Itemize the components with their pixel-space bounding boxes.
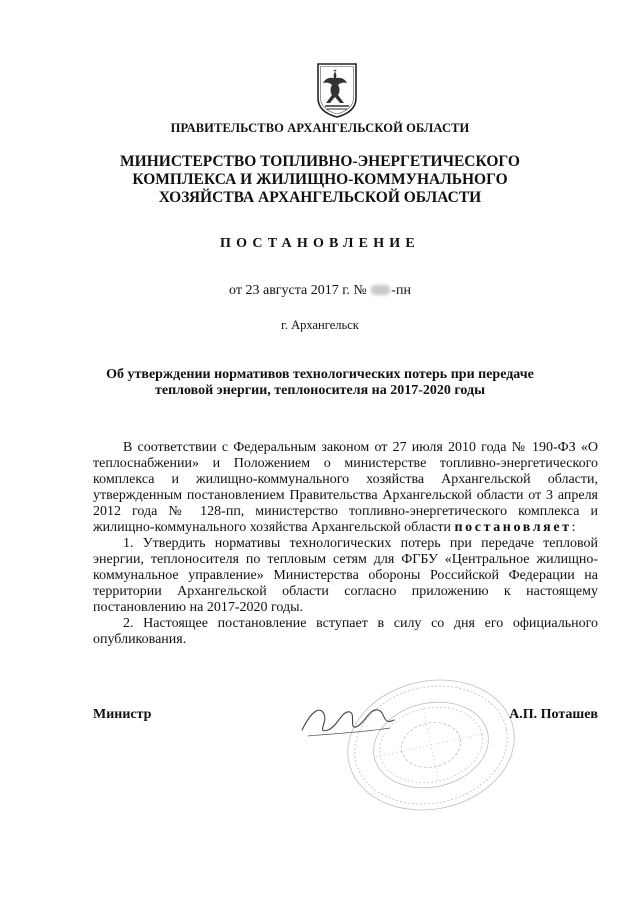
- resolves-word: постановляет: [454, 520, 572, 535]
- date-prefix: от 23 августа 2017 г. №: [229, 283, 367, 298]
- resolves-colon: :: [571, 520, 576, 535]
- document-date: [0, 283, 640, 299]
- subject-line: Об утверждении нормативов технологических потерь при передаче: [106, 367, 534, 382]
- ministry-line: ХОЗЯЙСТВА АРХАНГЕЛЬСКОЙ ОБЛАСТИ: [158, 189, 482, 206]
- signer-role: Министр: [93, 707, 152, 722]
- document-type: ПОСТАНОВЛЕНИЕ: [220, 236, 420, 251]
- document-city: г. Архангельск: [281, 318, 359, 332]
- clause-paragraph: 2. Настоящее постановление вступает в силу со дня его официального опубликования.: [93, 616, 598, 647]
- signer-name: А.П. Поташев: [509, 707, 598, 722]
- handwritten-signature: [298, 700, 398, 742]
- number-suffix: -пн: [391, 283, 411, 298]
- ministry-line: КОМПЛЕКСА И ЖИЛИЩНО-КОММУНАЛЬНОГО: [132, 171, 508, 188]
- ministry-name: [0, 153, 640, 207]
- preamble-text: В соответствии с Федеральным законом от 27 июля 2010 года № 190-ФЗ «О теплоснабжении» и Положением о министерстве топливно-энергетического комплекса и жилищно-коммунального хозяйства Архангельской области, утвержденным постановлением Правительства Архангельской области от 3 апреля 2012 года № 128-пп, министерство топливно-энергетического комплекса и жилищно-коммунального хозяйства Архангельской области: [93, 440, 598, 535]
- coat-of-arms-icon: [316, 62, 358, 118]
- official-stamp: [340, 672, 522, 818]
- preamble-paragraph: [93, 440, 598, 536]
- government-title: ПРАВИТЕЛЬСТВО АРХАНГЕЛЬСКОЙ ОБЛАСТИ: [170, 121, 470, 135]
- subject-line: тепловой энергии, теплоносителя на 2017-2020 годы: [154, 383, 486, 398]
- redacted-number: [371, 285, 390, 295]
- document-subject: [0, 367, 640, 399]
- document-body: [93, 440, 598, 648]
- clause-paragraph: 1. Утвердить нормативы технологических потерь при передаче тепловой энергии, теплоносителя по тепловым сетям для ФГБУ «Центральное жилищно-коммунальное управление» Министерства обороны Российской Федерации на территории Архангельской области согласно приложению к настоящему постановлению на 2017-2020 годы.: [93, 536, 598, 615]
- ministry-line: МИНИСТЕРСТВО ТОПЛИВНО-ЭНЕРГЕТИЧЕСКОГО: [120, 153, 520, 170]
